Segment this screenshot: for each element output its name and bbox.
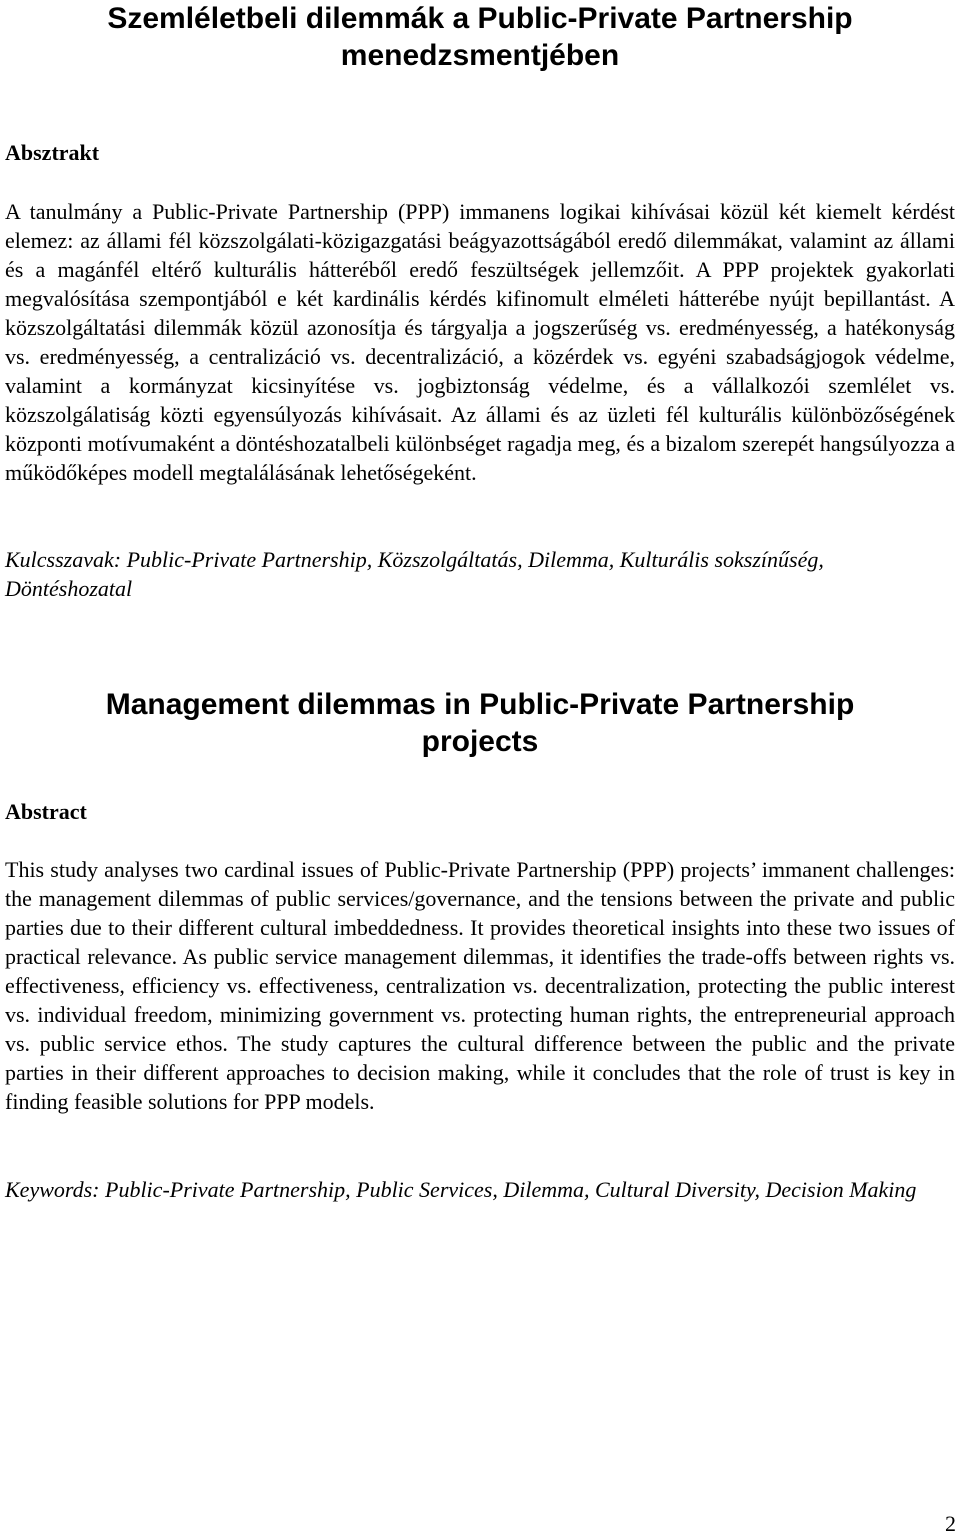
hungarian-title-line2: menedzsmentjében — [340, 39, 620, 72]
english-keywords: Keywords: Public-Private Partnership, Public Services, Dilemma, Cultural Diversity, Decision Making — [5, 1177, 917, 1202]
hungarian-title — [0, 0, 960, 74]
hungarian-keywords: Kulcsszavak: Public-Private Partnership, Közszolgáltatás, Dilemma, Kulturális sokszínűség, Döntéshozatal — [5, 547, 824, 601]
page-number: 2 — [945, 1511, 956, 1536]
english-title — [0, 686, 960, 760]
english-abstract-heading: Abstract — [5, 799, 87, 824]
hungarian-title-line1: Szemléletbeli dilemmák a Public-Private Partnership — [107, 2, 853, 35]
hungarian-abstract-heading: Absztrakt — [5, 140, 100, 165]
hungarian-abstract-text: A tanulmány a Public-Private Partnership (PPP) immanens logikai kihívásai közül két kiemelt kérdést elemez: az állami fél közszolgálati-közigazgatási beágyazottságából eredő dilemmákat, valamint az állami és a magánfél eltérő kulturális hátteréből eredő feszültségek jellemzőit. A PPP projektek gyakorlati megvalósítása szempontjából e két kardinális kérdés kifinomult elméleti hátterébe nyújt bepillantást. A közszolgáltatási dilemmák közül azonosítja és tárgyalja a jogszerűség vs. eredményesség, a hatékonyság vs. eredményesség, a centralizáció vs. decentralizáció, a közérdek vs. egyéni szabadságjogok védelme, valamint a kormányzat kicsinyítése vs. jogbiztonság védelme, és a vállalkozói szemlélet vs. közszolgálatiság közti egyensúlyozás kihívásait. Az állami és az üzleti fél kulturális különbözőségének központi motívumaként a döntéshozatalbeli különbséget ragadja meg, és a bizalom szerepét hangsúlyozza a működőképes modell megtalálásának lehetőségeként. — [5, 199, 955, 485]
english-title-line1: Management dilemmas in Public-Private Partnership — [105, 688, 855, 721]
english-abstract-text: This study analyses two cardinal issues of Public-Private Partnership (PPP) projects’ immanent challenges: the management dilemmas of public services/governance, and the tensions between the private and public parties due to their different cultural imbeddedness. It provides theoretical insights into these two issues of practical relevance. As public service management dilemmas, it identifies the trade-offs between rights vs. effectiveness, efficiency vs. effectiveness, centralization vs. decentralization, protecting the public interest vs. individual freedom, minimizing government vs. protecting human rights, the entrepreneurial approach vs. public service ethos. The study captures the cultural difference between the public and the private parties in their different approaches to decision making, while it concludes that the role of trust is key in finding feasible solutions for PPP models. — [5, 857, 955, 1114]
english-title-line2: projects — [421, 725, 539, 758]
